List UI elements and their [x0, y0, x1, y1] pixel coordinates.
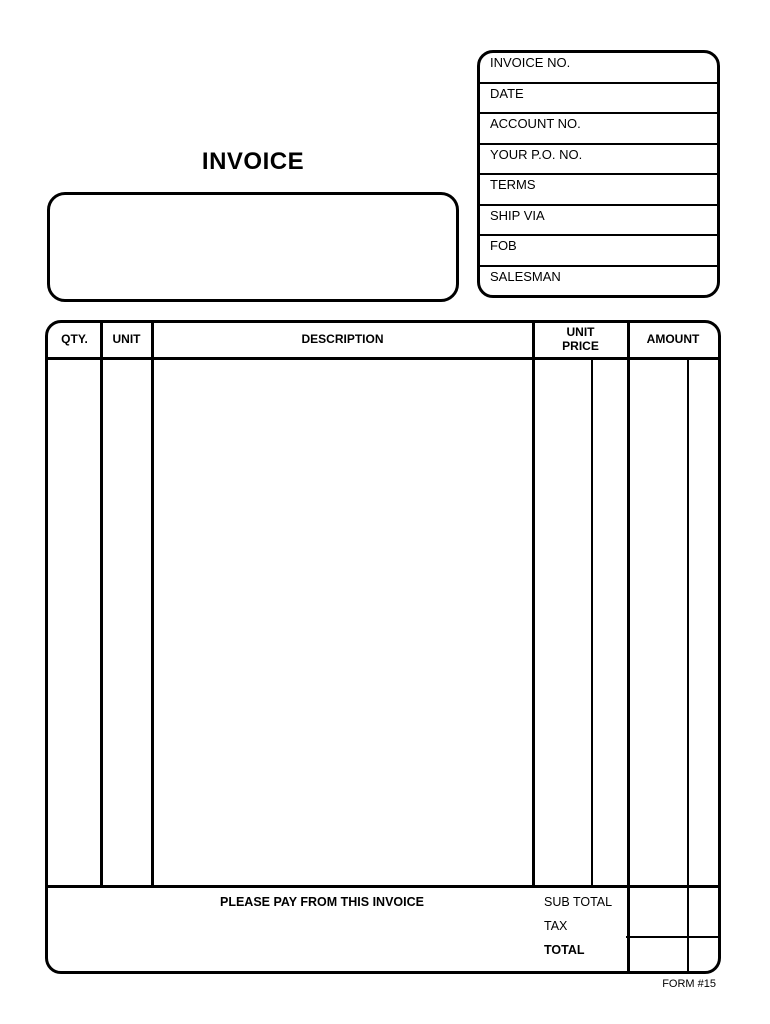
col-header-amount-label: AMOUNT: [646, 332, 700, 347]
col-header-unit-label: UNIT: [112, 332, 141, 347]
field-invoice-no-label: INVOICE NO.: [490, 55, 571, 70]
col-header-description-label: DESCRIPTION: [301, 332, 384, 347]
field-your-po-no[interactable]: [480, 143, 717, 174]
col-header-unit-price: [533, 323, 628, 357]
field-account-no-label: ACCOUNT NO.: [490, 116, 581, 131]
col-header-qty-label: QTY.: [61, 332, 88, 347]
total-amount-cell[interactable]: [628, 938, 718, 971]
col-header-amount: [628, 323, 718, 357]
divider-amount-cents: [687, 360, 689, 971]
bill-to-box[interactable]: [47, 192, 459, 302]
field-ship-via[interactable]: [480, 204, 717, 235]
divider-unitprice-amount: [627, 323, 630, 971]
table-header-row: [48, 323, 718, 360]
tax-label: TAX: [544, 919, 568, 933]
form-number: FORM #15: [662, 978, 716, 990]
footer-top-rule: [48, 885, 718, 888]
col-header-description: [152, 323, 533, 357]
pay-note: PLEASE PAY FROM THIS INVOICE: [220, 895, 424, 909]
divider-unitprice-cents: [591, 360, 593, 885]
field-fob[interactable]: [480, 234, 717, 265]
field-ship-via-label: SHIP VIA: [490, 207, 545, 223]
divider-description-unitprice: [532, 323, 535, 885]
subtotal-label: SUB TOTAL: [544, 895, 613, 909]
field-date[interactable]: [480, 82, 717, 113]
line-items-area[interactable]: [48, 360, 718, 885]
divider-unit-description: [151, 323, 154, 885]
subtotal-tax-amount-cell[interactable]: [628, 888, 718, 936]
divider-qty-unit: [100, 323, 103, 885]
col-header-unit: [101, 323, 152, 357]
total-label: TOTAL: [544, 943, 585, 957]
col-header-unit-price-label: UNIT PRICE: [562, 325, 599, 353]
field-invoice-no[interactable]: [480, 53, 717, 82]
invoice-info-box: [477, 50, 720, 298]
field-terms-label: TERMS: [490, 177, 536, 192]
field-your-po-no-label: YOUR P.O. NO.: [490, 146, 583, 162]
total-cell-rule: [626, 936, 718, 938]
line-items-table: [45, 320, 721, 974]
field-date-label: DATE: [490, 85, 524, 101]
field-salesman-label: SALESMAN: [490, 268, 561, 284]
field-fob-label: FOB: [490, 238, 517, 253]
field-terms[interactable]: [480, 173, 717, 204]
field-account-no[interactable]: [480, 112, 717, 143]
page-title: INVOICE: [201, 148, 305, 175]
field-salesman[interactable]: [480, 265, 717, 296]
col-header-qty: [48, 323, 101, 357]
